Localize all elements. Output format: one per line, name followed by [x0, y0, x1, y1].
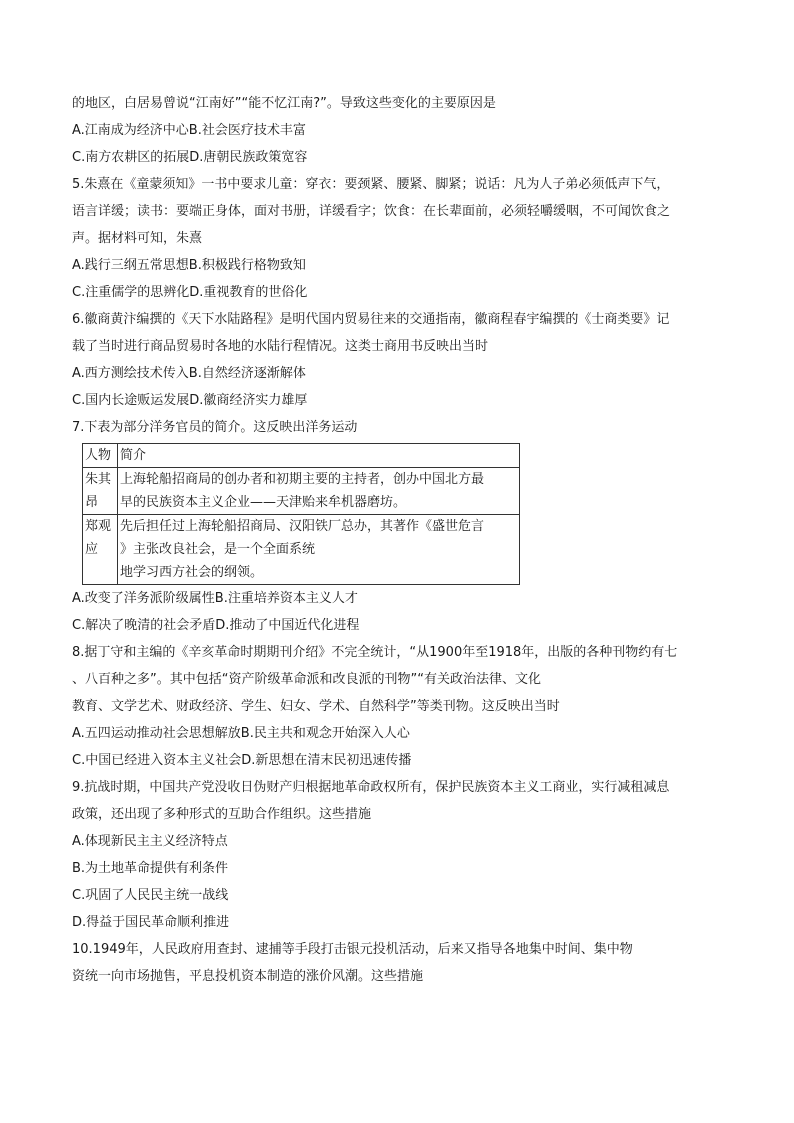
table-header-row [83, 444, 520, 468]
option-line: C.南方农耕区的拓展D.唐朝民族政策宽容 [72, 150, 308, 165]
intro-line: 地学习西方社会的纲领。 [120, 565, 264, 580]
option-line: A.西方测绘技术传入B.自然经济逐渐解体 [72, 366, 306, 381]
question-9-line: 政策，还出现了多种形式的互助合作组织。这些措施 [72, 807, 372, 822]
table-row [83, 515, 520, 585]
option-line: A.江南成为经济中心B.社会医疗技术丰富 [72, 123, 306, 138]
question-8-line: 、八百种之多”。其中包括“资产阶级革命派和改良派的刊物”“有关政治法律、文化 [72, 672, 541, 687]
option-line: B.为土地革命提供有利条件 [72, 861, 229, 876]
option-line: A.践行三纲五常思想B.积极践行格物致知 [72, 258, 306, 273]
table-header-cell: 人物 [83, 444, 118, 468]
exam-page [72, 90, 732, 990]
question-10-line: 资统一向市场抛售，平息投机资本制造的涨价风潮。这些措施 [72, 969, 424, 984]
question-8-line: 教育、文学艺术、财政经济、学生、妇女、学术、自然科学”等类刊物。这反映出当时 [72, 699, 560, 714]
question-5-line: 声。据材料可知，朱熹 [72, 231, 203, 246]
option-line: A.五四运动推动社会思想解放B.民主共和观念开始深入人心 [72, 726, 410, 741]
intro-line: 先后担任过上海轮船招商局、汉阳铁厂总办，其著作《盛世危言 [120, 519, 485, 534]
table-cell-intro [118, 468, 520, 515]
option-line: D.得益于国民革命顺利推进 [72, 915, 230, 930]
officials-table-wrap [82, 443, 732, 585]
option-line: C.巩固了人民民主统一战线 [72, 888, 229, 903]
question-10-line: 10.1949年，人民政府用查封、逮捕等手段打击银元投机活动，后来又指导各地集中时间、集中物 [72, 942, 633, 957]
intro-line: 早的民族资本主义企业——天津贻来牟机器磨坊。 [120, 495, 407, 510]
question-8-line: 8.据丁守和主编的《辛亥革命时期期刊介绍》不完全统计，“从1900年至1918年，出版的各种刊物约有七 [72, 645, 678, 660]
option-line: C.解决了晚清的社会矛盾D.推动了中国近代化进程 [72, 618, 360, 633]
table-header-cell: 简介 [118, 444, 520, 468]
question-5-line: 5.朱熹在《童蒙须知》一书中要求儿童：穿衣：要颈紧、腰紧、脚紧；说话：凡为人子弟必须低声下气， [72, 177, 670, 192]
table-cell-intro [118, 515, 520, 585]
option-line: A.改变了洋务派阶级属性B.注重培养资本主义人才 [72, 591, 358, 606]
intro-line: 上海轮船招商局的创办者和初期主要的主持者，创办中国北方最 [120, 472, 485, 487]
option-line: C.中国已经进入资本主义社会D.新思想在清末民初迅速传播 [72, 753, 412, 768]
question-6-line: 载了当时进行商品贸易时各地的水陆行程情况。这类士商用书反映出当时 [72, 339, 489, 354]
intro-line: 》主张改良社会，是一个全面系统 [120, 542, 316, 557]
option-line: C.注重儒学的思辨化D.重视教育的世俗化 [72, 285, 308, 300]
text-line: 的地区，白居易曾说“江南好”“能不忆江南?”。导致这些变化的主要原因是 [72, 96, 496, 111]
table-cell-person: 郑观应 [83, 515, 118, 585]
question-7-line: 7.下表为部分洋务官员的简介。这反映出洋务运动 [72, 420, 358, 435]
option-line: C.国内长途贩运发展D.徽商经济实力雄厚 [72, 393, 308, 408]
table-cell-person: 朱其昂 [83, 468, 118, 515]
question-5-line: 语言详缓；读书：要端正身体，面对书册，详缓看字；饮食：在长辈面前，必须轻嚼缓咽，不可闻饮食之 [72, 204, 671, 219]
question-9-line: 9.抗战时期，中国共产党没收日伪财产归根据地革命政权所有，保护民族资本主义工商业，实行减租减息 [72, 780, 670, 795]
officials-table [82, 443, 520, 585]
table-row [83, 468, 520, 515]
question-6-line: 6.徽商黄汴编撰的《天下水陆路程》是明代国内贸易往来的交通指南，徽商程春宇编撰的《士商类要》记 [72, 312, 670, 327]
option-line: A.体现新民主主义经济特点 [72, 834, 228, 849]
